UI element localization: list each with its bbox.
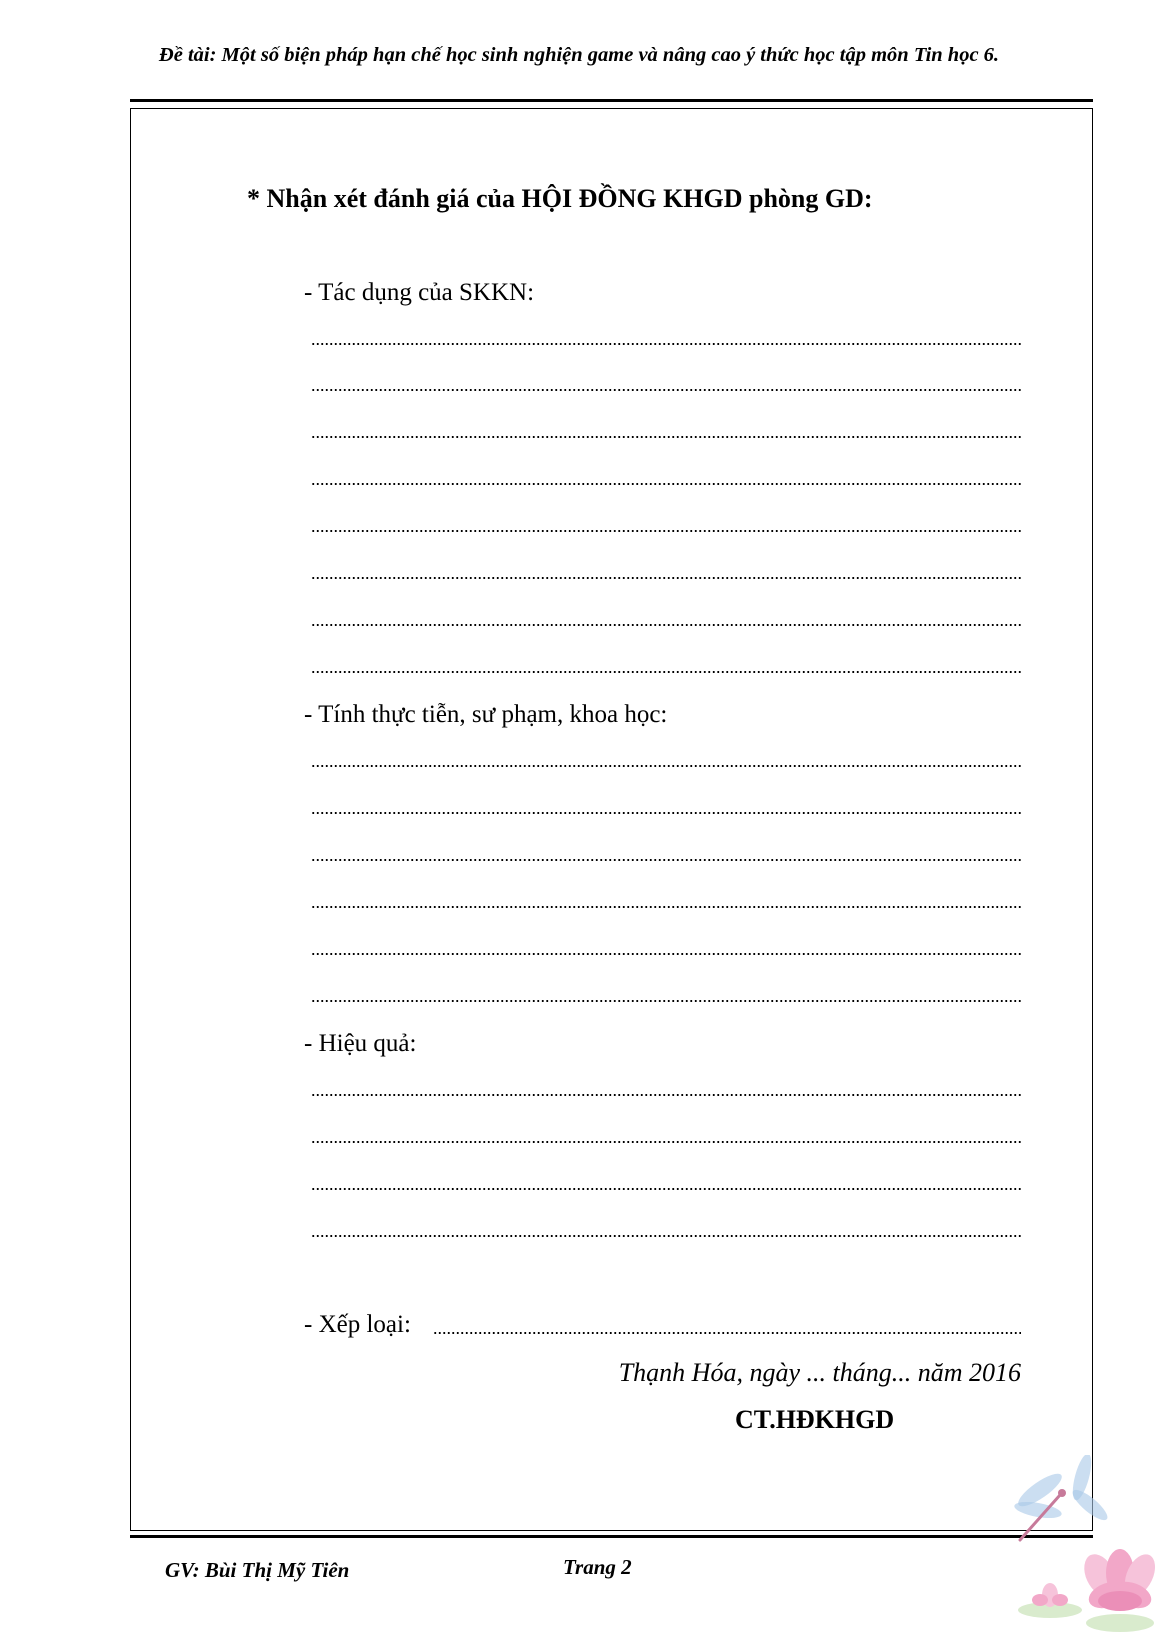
practicality-fill-line-4 [311,905,1021,909]
effect-fill-line-1 [311,342,1021,346]
effect-fill-line-5 [311,529,1021,533]
practicality-fill-line-1 [311,764,1021,768]
rank-fill-line [433,1331,1021,1335]
effect-fill-line-2 [311,388,1021,392]
footer-rule [130,1535,1093,1538]
effect-label: - Tác dụng của SKKN: [304,279,535,306]
practicality-fill-line-2 [311,811,1021,815]
evaluation-frame [130,108,1093,1531]
effect-fill-line-3 [311,435,1021,439]
practicality-fill-line-3 [311,858,1021,862]
efficiency-fill-line-4 [311,1234,1021,1238]
header-rule [130,99,1093,102]
efficiency-label: - Hiệu quả: [304,1030,417,1057]
practicality-label: - Tính thực tiễn, sư phạm, khoa học: [304,701,668,728]
practicality-fill-line-5 [311,952,1021,956]
document-header-title: Đề tài: Một số biện pháp hạn chế học sinh nghiện game và nâng cao ý thức học tập môn Tin học 6. [158,44,1000,66]
signature-date-line: Thạnh Hóa, ngày ... tháng... năm 2016 [618,1358,1021,1387]
evaluation-title: * Nhận xét đánh giá của HỘI ĐỒNG KHGD phòng GD: [247,184,873,213]
effect-fill-line-4 [311,482,1021,486]
efficiency-fill-line-1 [311,1093,1021,1097]
effect-fill-line-8 [311,670,1021,674]
practicality-fill-line-6 [311,999,1021,1003]
footer-page-number: Trang 2 [563,1555,632,1579]
rank-label: - Xếp loại: [304,1311,411,1338]
effect-fill-line-7 [311,623,1021,627]
efficiency-fill-line-2 [311,1140,1021,1144]
efficiency-fill-line-3 [311,1187,1021,1191]
effect-fill-line-6 [311,576,1021,580]
dragonfly-lotus-icon [1010,1455,1155,1635]
signer-title: CT.HĐKHGD [735,1405,895,1434]
footer-author: GV: Bùi Thị Mỹ Tiên [165,1558,350,1582]
